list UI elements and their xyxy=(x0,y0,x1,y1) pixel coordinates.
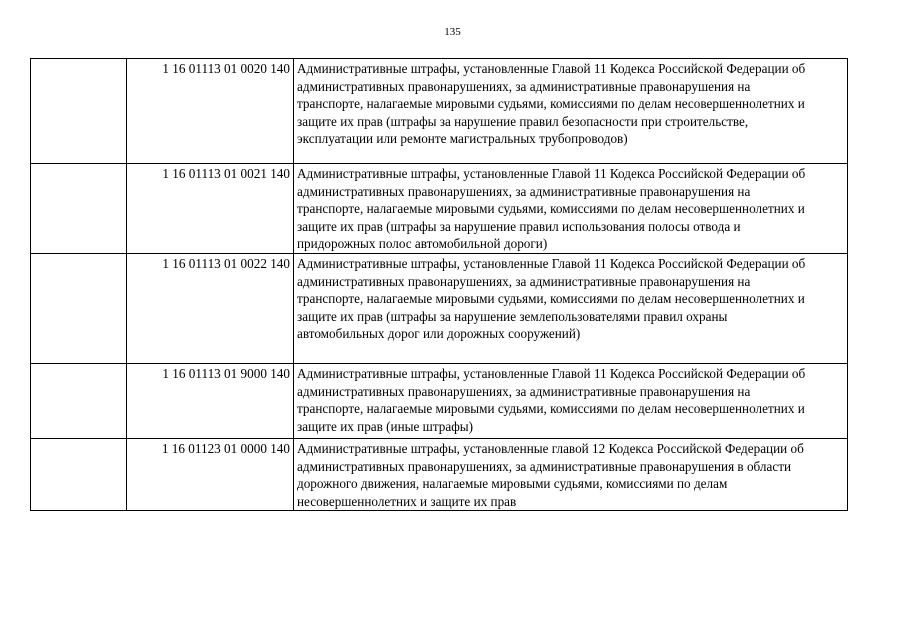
description-line: защите их прав (штрафы за нарушение правил безопасности при строительстве, xyxy=(297,113,749,129)
description-line: Административные штрафы, установленные Главой 11 Кодекса Российской Федерации об xyxy=(297,61,806,76)
code-cell: 1 16 01113 01 0020 140 xyxy=(127,59,294,164)
table-row xyxy=(31,363,848,438)
code-cell: 1 16 01113 01 0021 140 xyxy=(127,164,294,254)
code-cell: 1 16 01123 01 0000 140 xyxy=(127,438,294,510)
description-cell xyxy=(294,438,848,510)
code-cell: 1 16 01113 01 0022 140 xyxy=(127,253,294,363)
description-line: административных правонарушениях, за административные правонарушения в области xyxy=(297,458,792,474)
description-line: Административные штрафы, установленные главой 12 Кодекса Российской Федерации об xyxy=(297,440,804,456)
page-number: 135 xyxy=(444,26,461,38)
budget-codes-table xyxy=(30,58,848,511)
description-line: административных правонарушениях, за административные правонарушения на xyxy=(297,78,751,94)
description-line: несовершеннолетних и защите их прав xyxy=(297,493,517,509)
description-line: административных правонарушениях, за административные правонарушения на xyxy=(297,273,751,289)
description-line: транспорте, налагаемые мировыми судьями, комиссиями по делам несовершеннолетних и xyxy=(297,201,805,217)
table-row xyxy=(31,59,848,164)
table-row xyxy=(31,164,848,254)
description-line: эксплуатации или ремонте магистральных трубопроводов) xyxy=(297,131,628,147)
description-line: Административные штрафы, установленные Главой 11 Кодекса Российской Федерации об xyxy=(297,255,806,271)
table-row xyxy=(31,253,848,363)
empty-cell xyxy=(31,253,127,363)
description-line: транспорте, налагаемые мировыми судьями, комиссиями по делам несовершеннолетних и xyxy=(297,96,805,112)
description-cell xyxy=(294,164,848,254)
description-line: защите их прав (штрафы за нарушение правил использования полосы отвода и xyxy=(297,218,741,234)
description-line: административных правонарушениях, за административные правонарушения на xyxy=(297,383,751,399)
empty-cell xyxy=(31,59,127,164)
description-line: транспорте, налагаемые мировыми судьями, комиссиями по делам несовершеннолетних и xyxy=(297,291,805,307)
description-line: придорожных полос автомобильной дороги) xyxy=(297,236,548,252)
description-line: транспорте, налагаемые мировыми судьями, комиссиями по делам несовершеннолетних и xyxy=(297,401,805,417)
description-line: дорожного движения, налагаемые мировыми судьями, комиссиями по делам xyxy=(297,476,728,492)
description-cell xyxy=(294,253,848,363)
empty-cell xyxy=(31,438,127,510)
description-line: автомобильных дорог или дорожных сооружений) xyxy=(297,326,581,342)
description-line: защите их прав (штрафы за нарушение землепользователями правил охраны xyxy=(297,308,728,324)
description-line: административных правонарушениях, за административные правонарушения на xyxy=(297,183,751,199)
empty-cell xyxy=(31,363,127,438)
empty-cell xyxy=(31,164,127,254)
description-line: Административные штрафы, установленные Главой 11 Кодекса Российской Федерации об xyxy=(297,365,806,381)
description-line: защите их прав (иные штрафы) xyxy=(297,418,474,434)
description-cell xyxy=(294,59,848,164)
description-cell xyxy=(294,363,848,438)
table-row xyxy=(31,438,848,510)
description-line: Административные штрафы, установленные Главой 11 Кодекса Российской Федерации об xyxy=(297,166,806,181)
code-cell: 1 16 01113 01 9000 140 xyxy=(127,363,294,438)
